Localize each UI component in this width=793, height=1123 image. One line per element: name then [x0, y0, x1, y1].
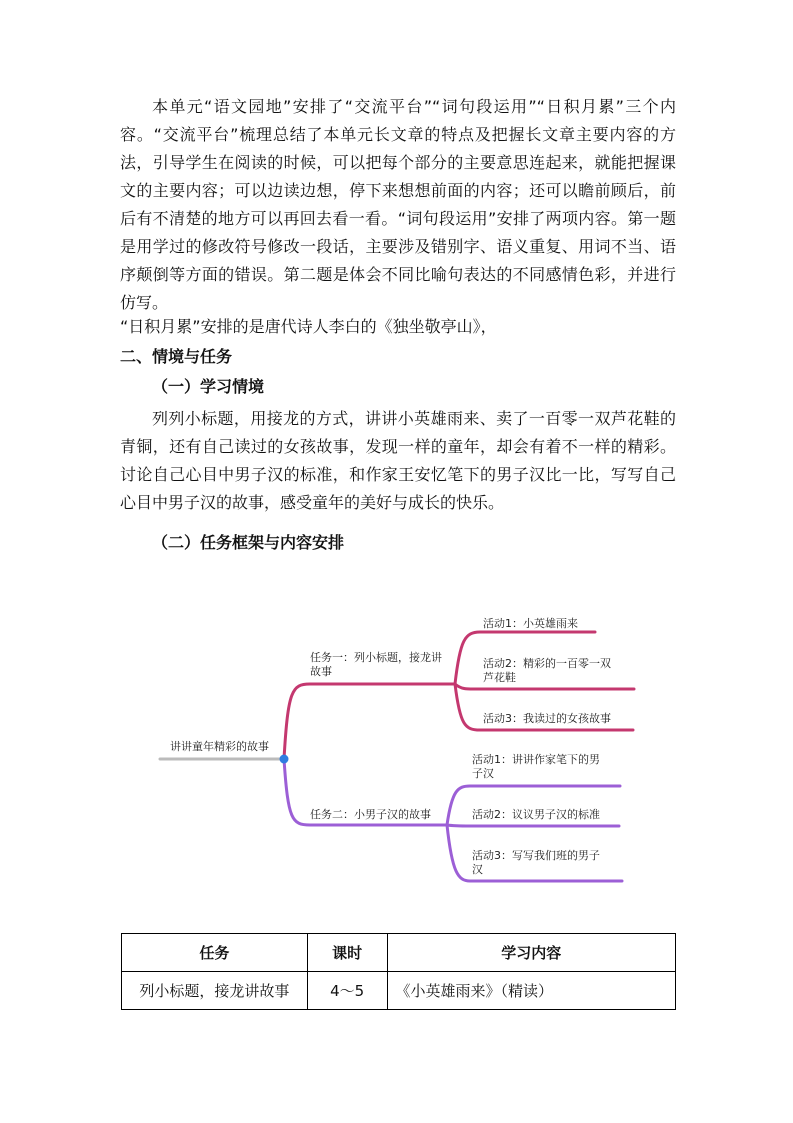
task1-activity2-label-line2: 芦花鞋: [483, 671, 516, 684]
cell-task: 列小标题，接龙讲故事: [122, 972, 308, 1010]
task1-label-line2: 故事: [310, 665, 332, 678]
header-content: 学习内容: [387, 934, 675, 972]
task1-label-line1: 任务一：列小标题，接龙讲: [310, 651, 442, 664]
task2-activity3-label-line2: 汉: [472, 863, 483, 876]
task1-activity1-label: 活动1：小英雄雨来: [483, 617, 578, 630]
schedule-table: [121, 933, 676, 1010]
task1-activity3-label: 活动3：我读过的女孩故事: [483, 712, 611, 725]
table-header-row: [122, 934, 676, 972]
situation-paragraph: 列列小标题，用接龙的方式，讲讲小英雄雨来、卖了一百零一双芦花鞋的青铜，还有自己读过的女孩故事，发现一样的童年，却会有着不一样的精彩。讨论自己心目中男子汉的标准，和作家王安忆笔下的男子汉比一比，写写自己心目中男子汉的故事，感受童年的美好与成长的快乐。: [120, 409, 676, 512]
task1-activity2-branch: [455, 684, 634, 689]
section-heading: 二、情境与任务: [120, 347, 233, 366]
task2-label: 任务二：小男子汉的故事: [310, 808, 431, 821]
root-label: 讲讲童年精彩的故事: [170, 740, 269, 753]
task2-activity2-branch: [447, 825, 619, 826]
task2-activity3-label-line1: 活动3：写写我们班的男子: [472, 849, 600, 862]
task2-activity1-label-line2: 子汉: [472, 767, 494, 780]
intro-paragraph: 本单元“语文园地”安排了“交流平台”“词句段运用”“日积月累”三个内容。“交流平台”梳理总结了本单元长文章的特点及把握长文章主要内容的方法，引导学生在阅读的时候，可以把每个部分的主要意思连起来，就能把握课文的主要内容；可以边读边想，停下来想想前面的内容；还可以瞻前顾后，前后有不清楚的地方可以再回去看一看。“词句段运用”安排了两项内容。第一题是用学过的修改符号修改一段话，主要涉及错别字、语义重复、用词不当、语序颠倒等方面的错误。第二题是体会不同比喻句表达的不同感情色彩，并进行仿写。: [120, 97, 676, 312]
header-periods: 课时: [307, 934, 387, 972]
task2-activity2-label: 活动2：议议男子汉的标准: [472, 808, 600, 821]
root-dot: [280, 755, 289, 764]
task1-branch: [284, 684, 455, 759]
cell-periods: 4～5: [307, 972, 387, 1010]
sub-heading-framework: （二）任务框架与内容安排: [152, 533, 345, 552]
task2-activity1-label-line1: 活动1：讲讲作家笔下的男: [472, 753, 600, 766]
task1-activity2-label-line1: 活动2：精彩的一百零一双: [483, 657, 611, 670]
table-row: [122, 972, 676, 1010]
cell-content: 《小英雄雨来》（精读）: [387, 972, 675, 1010]
intro-tail: “日积月累”安排的是唐代诗人李白的《独坐敬亭山》，: [120, 317, 497, 336]
header-task: 任务: [122, 934, 308, 972]
sub-heading-situation: （一）学习情境: [152, 377, 265, 396]
